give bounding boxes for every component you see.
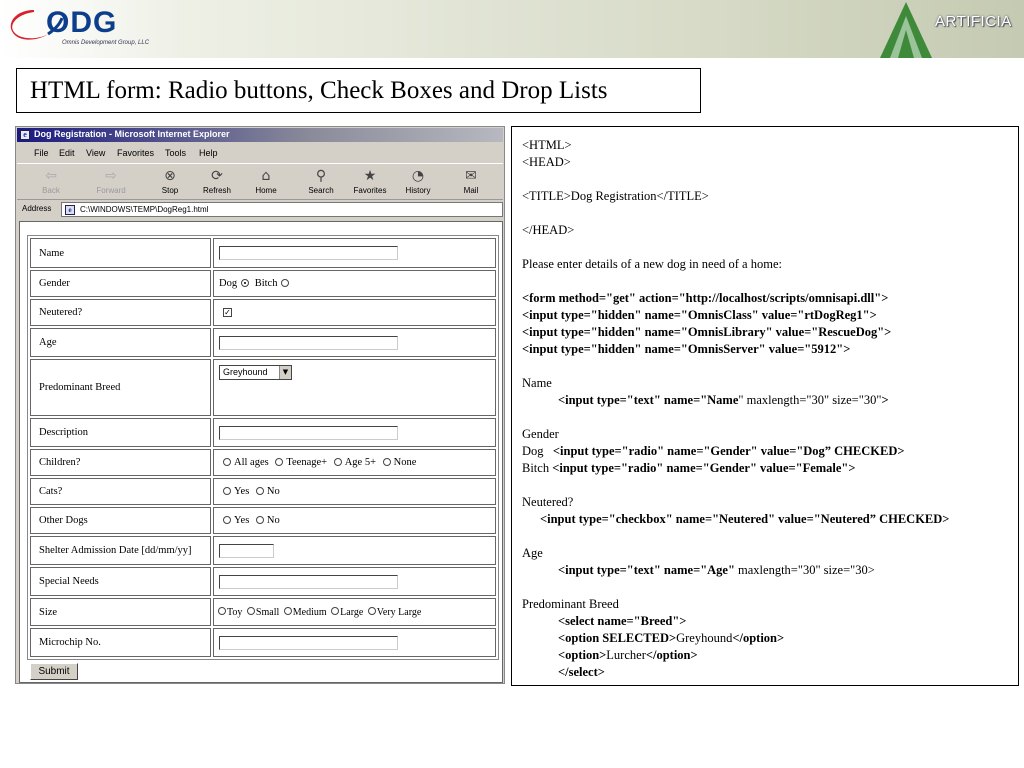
- description-input[interactable]: [219, 426, 398, 440]
- ie-logo-icon: e: [20, 130, 30, 140]
- ie-addressbar: [17, 200, 503, 219]
- other-dogs-yes-label: Yes: [234, 515, 250, 526]
- form-row-name: [30, 238, 496, 268]
- back-arrow-icon: ⇦: [45, 168, 57, 184]
- mail-icon: ✉: [465, 168, 477, 184]
- size-very-large-radio[interactable]: [368, 607, 376, 615]
- children-all-ages-radio[interactable]: [223, 458, 231, 466]
- neutered-checkbox[interactable]: ✓: [224, 308, 231, 318]
- code-line: Name: [522, 376, 552, 390]
- form-row-children: [30, 449, 496, 476]
- shelter-date-input[interactable]: [219, 544, 274, 558]
- chevron-down-icon: ▼: [279, 366, 291, 379]
- form-row-breed: [30, 359, 496, 416]
- code-line: <input type="checkbox" name="Neutered" value="Neutered” CHECKED>: [540, 512, 950, 526]
- breed-label: Predominant Breed: [30, 359, 211, 416]
- slide-header-banner: [0, 0, 1024, 58]
- slide-title: HTML form: Radio buttons, Check Boxes and Drop Lists: [16, 68, 701, 113]
- name-input[interactable]: [219, 246, 398, 260]
- gender-bitch-radio[interactable]: [281, 279, 289, 287]
- code-line: <HTML>: [522, 138, 572, 152]
- code-line: <input type="hidden" name="OmnisClass" value="rtDogReg1">: [522, 308, 877, 322]
- menu-file[interactable]: File: [34, 148, 49, 158]
- ie-browser-window: [15, 126, 505, 684]
- code-line: <HEAD>: [522, 155, 571, 169]
- menu-edit[interactable]: Edit: [59, 148, 75, 158]
- cats-yes-label: Yes: [234, 486, 250, 497]
- children-all-ages-label: All ages: [234, 457, 269, 468]
- history-button[interactable]: ◔ History: [395, 167, 441, 195]
- cats-yes-radio[interactable]: [223, 487, 231, 495]
- forward-button[interactable]: ⇨ Forward: [88, 167, 134, 195]
- search-icon: ⚲: [315, 168, 327, 184]
- favorites-button[interactable]: ★ Favorites: [347, 167, 393, 195]
- form-row-other-dogs: [30, 507, 496, 534]
- home-button[interactable]: ⌂ Home: [243, 167, 289, 195]
- forward-arrow-icon: ⇨: [105, 168, 117, 184]
- children-none-radio[interactable]: [383, 458, 391, 466]
- dog-registration-form: [27, 235, 499, 660]
- back-button[interactable]: ⇦ Back: [28, 167, 74, 195]
- name-label: Name: [30, 238, 211, 268]
- size-very-large-label: Very Large: [376, 606, 422, 618]
- form-row-shelter-date: [30, 536, 496, 565]
- odg-logo-text: ODG: [46, 6, 118, 39]
- size-large-label: Large: [340, 606, 364, 618]
- code-line: <input type="hidden" name="OmnisLibrary" value="RescueDog">: [522, 325, 892, 339]
- odg-logo-subtitle: Omnis Development Group, LLC: [62, 40, 150, 46]
- microchip-label: Microchip No.: [30, 628, 211, 657]
- html-source-panel: [511, 126, 1019, 686]
- ie-page-content: [19, 221, 503, 683]
- code-line: <option>Lurcher</option>: [558, 648, 698, 662]
- description-label: Description: [30, 418, 211, 447]
- favorites-icon: ★: [363, 168, 377, 184]
- form-row-cats: [30, 478, 496, 505]
- ie-menubar: [17, 143, 503, 163]
- code-line: <select name="Breed">: [558, 614, 687, 628]
- address-value: C:\WINDOWS\TEMP\DogReg1.html: [80, 205, 209, 214]
- form-row-size: [30, 598, 496, 626]
- children-label: Children?: [30, 449, 211, 476]
- code-line: Please enter details of a new dog in need of a home:: [522, 257, 782, 271]
- children-teenage-label: Teenage+: [286, 457, 328, 468]
- form-row-description: [30, 418, 496, 447]
- mail-button[interactable]: ✉ Mail: [448, 167, 494, 195]
- code-line: <input type="hidden" name="OmnisServer" value="5912">: [522, 342, 851, 356]
- code-line: </select>: [558, 665, 605, 679]
- age-label: Age: [30, 328, 211, 357]
- size-toy-radio[interactable]: [218, 607, 226, 615]
- size-toy-label: Toy: [227, 606, 243, 618]
- children-age5-label: Age 5+: [344, 457, 376, 468]
- code-line: Gender: [522, 427, 559, 441]
- code-line: <TITLE>Dog Registration</TITLE>: [522, 189, 709, 203]
- breed-selected-value: Greyhound: [223, 367, 268, 377]
- code-line: Predominant Breed: [522, 597, 619, 611]
- cats-label: Cats?: [30, 478, 211, 505]
- code-line: Age: [522, 546, 543, 560]
- size-medium-radio[interactable]: [284, 607, 292, 615]
- children-none-label: None: [393, 457, 417, 468]
- menu-help[interactable]: Help: [199, 148, 218, 158]
- stop-icon: ⊗: [164, 168, 176, 184]
- size-medium-label: Medium: [292, 606, 327, 618]
- size-large-radio[interactable]: [331, 607, 339, 615]
- other-dogs-no-label: No: [266, 515, 280, 526]
- breed-select[interactable]: [219, 365, 292, 380]
- page-icon: e: [65, 205, 75, 215]
- children-age5-radio[interactable]: [334, 458, 342, 466]
- form-row-microchip: [30, 628, 496, 657]
- odg-logo: [4, 4, 154, 50]
- home-icon: ⌂: [261, 168, 271, 184]
- code-line: <input type="text" name="Age" maxlength="30" size="30>: [558, 563, 875, 577]
- refresh-icon: ⟳: [211, 168, 223, 184]
- stop-button[interactable]: ⊗ Stop: [147, 167, 193, 195]
- history-icon: ◔: [411, 168, 425, 184]
- address-input[interactable]: [61, 202, 503, 217]
- menu-favorites[interactable]: Favorites: [117, 148, 155, 158]
- other-dogs-yes-radio[interactable]: [223, 516, 231, 524]
- code-line: Dog <input type="radio" name="Gender" value="Dog” CHECKED>: [522, 444, 905, 458]
- gender-dog-label: Dog: [219, 278, 238, 289]
- special-needs-label: Special Needs: [30, 567, 211, 596]
- shelter-date-label: Shelter Admission Date [dd/mm/yy]: [30, 536, 211, 565]
- code-line: Bitch <input type="radio" name="Gender" value="Female">: [522, 461, 856, 475]
- menu-tools[interactable]: Tools: [165, 148, 187, 158]
- special-needs-input[interactable]: [219, 575, 398, 589]
- ie-window-title: Dog Registration - Microsoft Internet Explorer: [34, 129, 230, 139]
- ie-titlebar: [17, 128, 503, 142]
- size-small-label: Small: [255, 606, 280, 618]
- other-dogs-no-radio[interactable]: [256, 516, 264, 524]
- cats-no-radio[interactable]: [256, 487, 264, 495]
- cats-no-label: No: [266, 486, 280, 497]
- submit-button[interactable]: Submit: [30, 663, 78, 680]
- artificia-logo-text: ARTIFICIA: [935, 13, 1012, 30]
- artificia-triangle-icon: [876, 0, 936, 58]
- gender-label: Gender: [30, 270, 211, 297]
- code-line: </HEAD>: [522, 223, 575, 237]
- refresh-button[interactable]: ⟳ Refresh: [194, 167, 240, 195]
- code-line: <input type="text" name="Name" maxlength="30" size="30">: [558, 393, 889, 407]
- menu-view[interactable]: View: [86, 148, 106, 158]
- artificia-logo: [876, 0, 1024, 58]
- age-input[interactable]: [219, 336, 398, 350]
- form-row-age: [30, 328, 496, 357]
- form-row-special-needs: [30, 567, 496, 596]
- form-row-gender: [30, 270, 496, 297]
- gender-dog-radio[interactable]: [241, 279, 249, 287]
- children-teenage-radio[interactable]: [275, 458, 283, 466]
- other-dogs-label: Other Dogs: [30, 507, 211, 534]
- microchip-input[interactable]: [219, 636, 398, 650]
- size-label: Size: [30, 598, 211, 626]
- form-row-neutered: [30, 299, 496, 326]
- code-line: <form method="get" action="http://localhost/scripts/omnisapi.dll">: [522, 291, 889, 305]
- code-line: <option SELECTED>Greyhound</option>: [558, 631, 785, 645]
- gender-bitch-label: Bitch: [254, 278, 278, 289]
- ie-toolbar: [17, 163, 503, 200]
- code-line: Neutered?: [522, 495, 574, 509]
- address-label: Address: [22, 204, 52, 213]
- neutered-label: Neutered?: [30, 299, 211, 326]
- search-button[interactable]: ⚲ Search: [298, 167, 344, 195]
- size-small-radio[interactable]: [247, 607, 255, 615]
